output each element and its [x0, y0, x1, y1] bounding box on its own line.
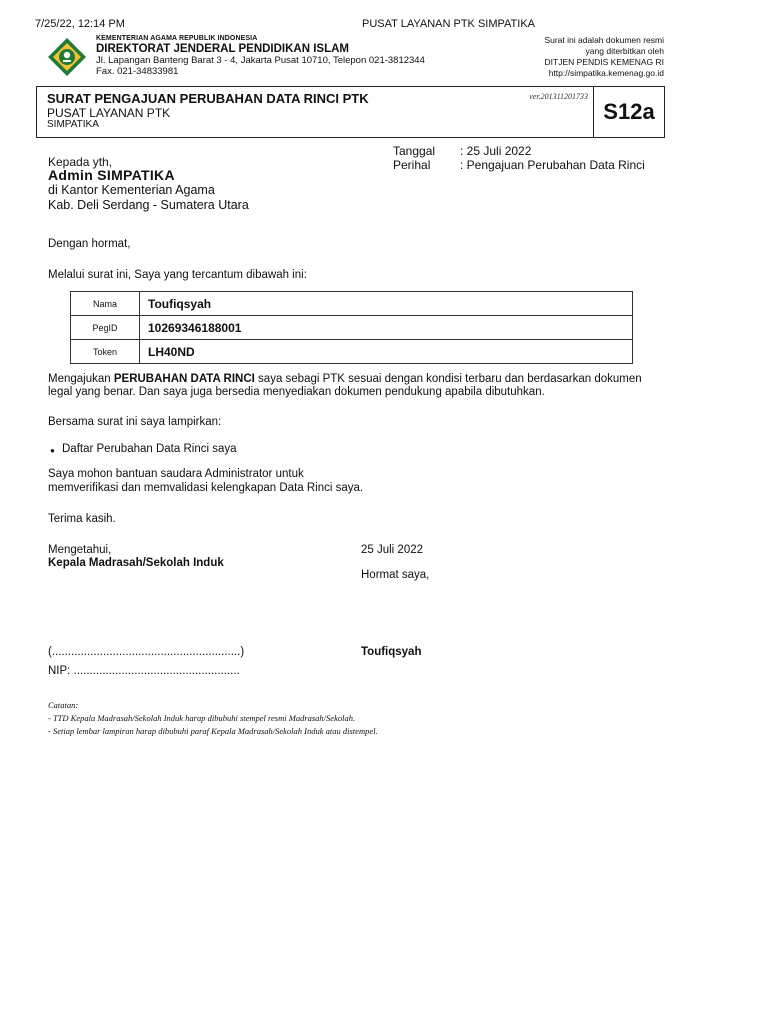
print-header-title: PUSAT LAYANAN PTK SIMPATIKA: [362, 18, 535, 30]
identity-label-name: Nama: [71, 292, 140, 316]
recipient-salutation: Kepada yth,: [48, 155, 113, 169]
table-row: [71, 340, 633, 364]
principal-title: Kepala Madrasah/Sekolah Induk: [48, 557, 224, 569]
intro-text: Melalui surat ini, Saya yang tercantum dibawah ini:: [48, 269, 307, 281]
closing-thanks: Terima kasih.: [48, 513, 116, 525]
recipient-office: di Kantor Kementerian Agama: [48, 183, 215, 197]
official-notice-line-1: Surat ini adalah dokumen resmi: [544, 35, 664, 45]
official-notice-line-3: DITJEN PENDIS KEMENAG RI: [544, 57, 664, 67]
identity-table: [70, 291, 633, 364]
signer-name: Toufiqsyah: [361, 646, 422, 658]
bullet-icon: ●: [50, 446, 55, 455]
ministry-emblem-icon: [47, 37, 87, 77]
plea-line-1: Saya mohon bantuan saudara Administrator untuk: [48, 468, 304, 480]
form-subtitle-1: PUSAT LAYANAN PTK: [47, 106, 171, 120]
form-code: S12a: [593, 87, 664, 137]
address-line-2: Fax. 021-34833981: [96, 66, 179, 77]
recipient-name: Admin SIMPATIKA: [48, 167, 175, 183]
note-line-1: - TTD Kepala Madrasah/Sekolah Induk harap dibubuhi stempel resmi Madrasah/Sekolah.: [48, 713, 356, 723]
principal-signature-placeholder: (...........................................................): [48, 646, 245, 658]
acknowledged-label: Mengetahui,: [48, 544, 112, 556]
table-row: [71, 316, 633, 340]
official-notice-url: http://simpatika.kemenag.go.id: [548, 68, 664, 78]
plea-line-2: memverifikasi dan memvalidasi kelengkapan Data Rinci saya.: [48, 482, 364, 494]
identity-value-pegid: 10269346188001: [140, 316, 633, 340]
table-row: [71, 292, 633, 316]
address-line-1: Jl. Lapangan Banteng Barat 3 - 4, Jakarta Pusat 10710, Telepon 021-3812344: [96, 55, 425, 66]
official-notice-line-2: yang diterbitkan oleh: [585, 46, 664, 56]
identity-value-name: Toufiqsyah: [140, 292, 633, 316]
date-label: Tanggal: [393, 144, 436, 158]
nip-field: NIP: ....................................................: [48, 665, 240, 677]
subject-label: Perihal: [393, 158, 431, 172]
form-version: ver.201311201733: [529, 92, 588, 101]
sign-date: 25 Juli 2022: [361, 544, 424, 556]
request-rest: saya sebagi PTK sesuai dengan kondisi terbaru dan berdasarkan dokumen: [258, 373, 642, 385]
identity-value-token: LH40ND: [140, 340, 633, 364]
request-emphasis: PERUBAHAN DATA RINCI: [113, 373, 255, 385]
ministry-name: KEMENTERIAN AGAMA REPUBLIK INDONESIA: [96, 35, 258, 42]
form-header-box: [36, 86, 665, 138]
attachment-item: Daftar Perubahan Data Rinci saya: [62, 443, 237, 455]
date-value: : 25 Juli 2022: [460, 144, 532, 158]
request-paragraph-line-2: legal yang benar. Dan saya juga bersedia menyediakan dokumen pendukung apabila dibutuhkan.: [48, 386, 545, 398]
form-subtitle-2: SIMPATIKA: [47, 119, 99, 130]
identity-label-token: Token: [71, 340, 140, 364]
request-prefix: Mengajukan: [48, 373, 111, 385]
request-paragraph-line-1: [48, 373, 642, 385]
identity-label-pegid: PegID: [71, 316, 140, 340]
notes-heading: Catatan:: [48, 700, 79, 710]
print-datetime: 7/25/22, 12:14 PM: [35, 18, 125, 30]
subject-value: : Pengajuan Perubahan Data Rinci: [460, 158, 645, 172]
regards-label: Hormat saya,: [361, 569, 430, 581]
note-line-2: - Setiap lembar lampiran harap dibubuhi paraf Kepala Madrasah/Sekolah Induk atau distempel.: [48, 726, 378, 736]
directorate-name: DIREKTORAT JENDERAL PENDIDIKAN ISLAM: [96, 43, 350, 55]
form-title: SURAT PENGAJUAN PERUBAHAN DATA RINCI PTK: [47, 91, 369, 106]
recipient-region: Kab. Deli Serdang - Sumatera Utara: [48, 198, 249, 212]
greeting: Dengan hormat,: [48, 238, 131, 250]
attachments-intro: Bersama surat ini saya lampirkan:: [48, 416, 222, 428]
